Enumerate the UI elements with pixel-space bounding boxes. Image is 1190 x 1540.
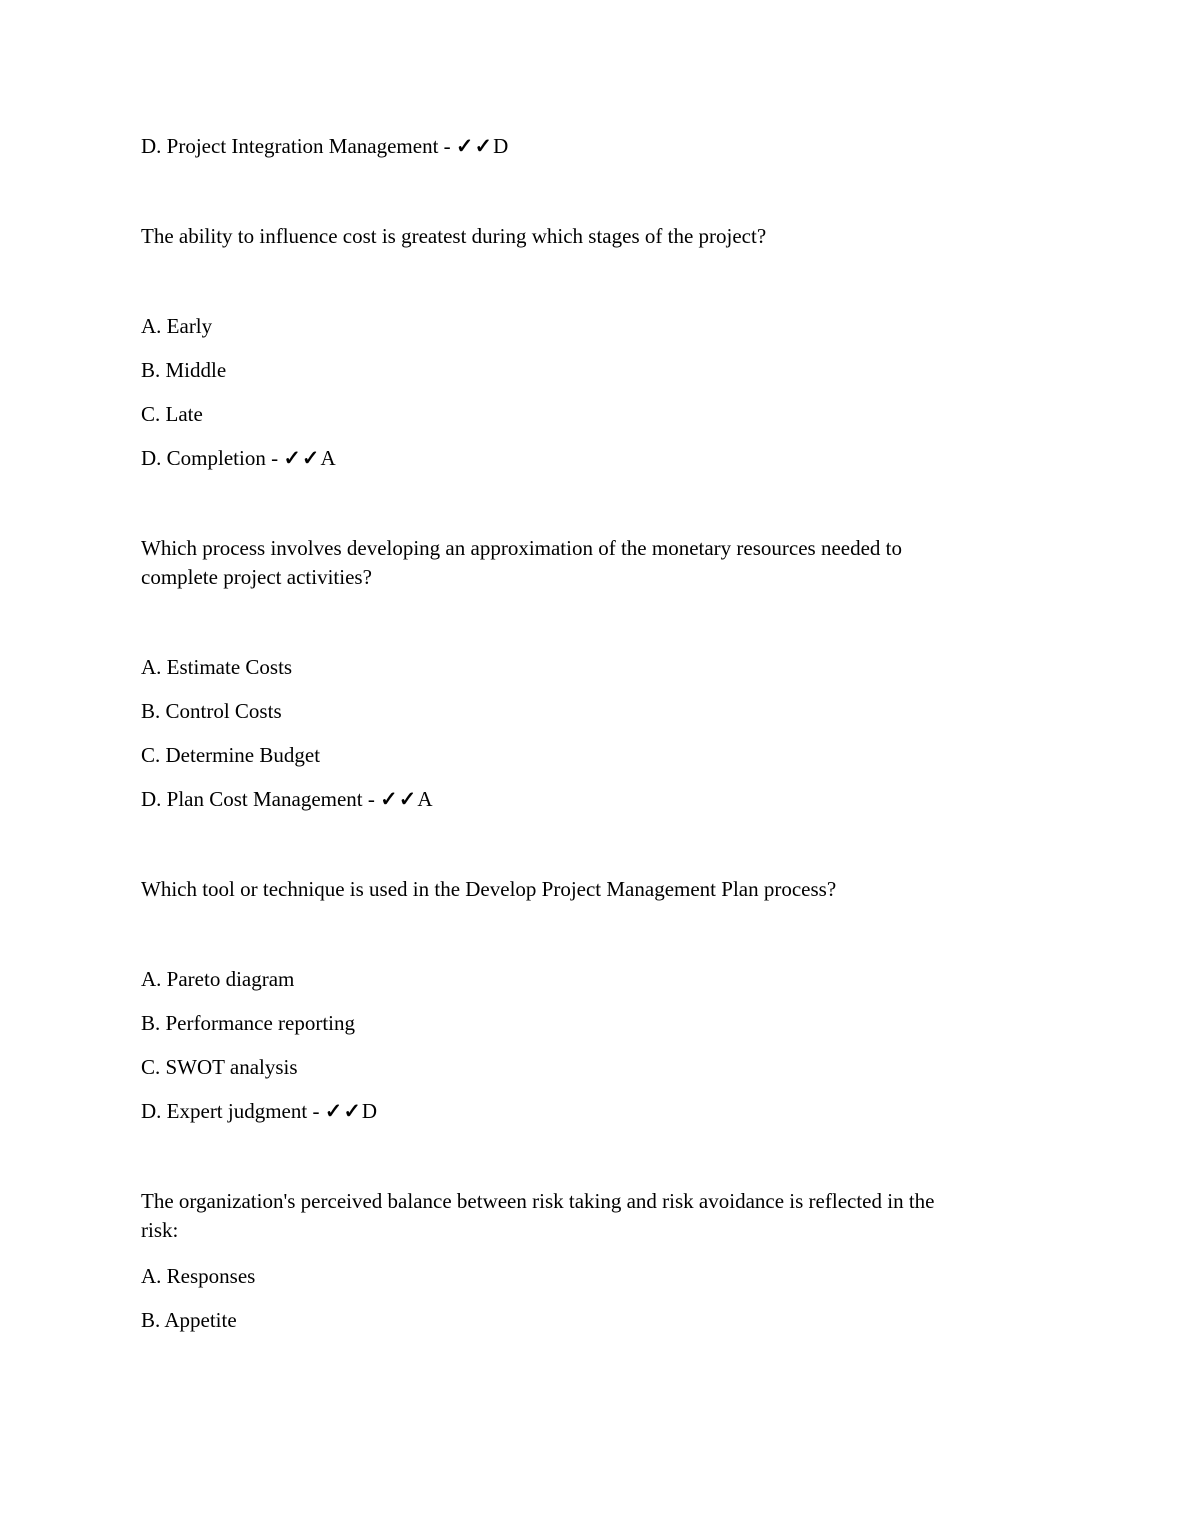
option-text: B. Middle bbox=[141, 358, 227, 382]
answer-option-line bbox=[141, 400, 1046, 429]
double-checkmark-icon: ✓✓ bbox=[455, 134, 494, 158]
answer-option-line bbox=[141, 444, 1046, 473]
correct-answer-letter: A bbox=[417, 787, 433, 811]
option-text: A. Early bbox=[141, 314, 213, 338]
answer-option-line bbox=[141, 356, 1046, 385]
question-line: complete project activities? bbox=[141, 565, 372, 589]
question-line: risk: bbox=[141, 1218, 179, 1242]
correct-answer-letter: D bbox=[493, 134, 509, 158]
answer-option-line bbox=[141, 741, 1046, 770]
question-line: Which process involves developing an approximation of the monetary resources needed to bbox=[141, 536, 903, 560]
double-checkmark-icon: ✓✓ bbox=[324, 1099, 362, 1123]
answer-option-line bbox=[141, 1009, 1046, 1038]
answer-option-line bbox=[141, 785, 1046, 814]
option-text: A. Estimate Costs bbox=[141, 655, 293, 679]
question-text bbox=[141, 534, 1046, 592]
correct-answer-letter: A bbox=[320, 446, 336, 470]
answer-option-line bbox=[141, 1097, 1046, 1126]
option-text: A. Responses bbox=[141, 1264, 256, 1288]
option-text: A. Pareto diagram bbox=[141, 967, 295, 991]
question-line: The ability to influence cost is greatest during which stages of the project? bbox=[141, 224, 767, 248]
option-text: C. Late bbox=[141, 402, 203, 426]
option-text: C. SWOT analysis bbox=[141, 1055, 298, 1079]
answer-option-line bbox=[141, 1306, 1046, 1335]
double-checkmark-icon: ✓✓ bbox=[380, 787, 418, 811]
option-text: D. Completion - bbox=[141, 446, 284, 470]
question-line: The organization's perceived balance between risk taking and risk avoidance is reflected in the bbox=[141, 1189, 935, 1213]
question-text bbox=[141, 222, 1046, 251]
question-text bbox=[141, 1187, 1046, 1245]
option-text: B. Appetite bbox=[141, 1308, 237, 1332]
correct-answer-letter: D bbox=[361, 1099, 378, 1123]
answer-option-line bbox=[141, 312, 1046, 341]
option-text: D. Expert judgment - bbox=[141, 1099, 325, 1123]
option-text: D. Plan Cost Management - bbox=[141, 787, 381, 811]
answer-option-line bbox=[141, 697, 1046, 726]
option-text: D. Project Integration Management - bbox=[141, 134, 456, 158]
question-line: Which tool or technique is used in the Develop Project Management Plan process? bbox=[141, 877, 837, 901]
option-text: C. Determine Budget bbox=[141, 743, 321, 767]
option-text: B. Performance reporting bbox=[141, 1011, 356, 1035]
question-text bbox=[141, 875, 1046, 904]
answer-option-line bbox=[141, 132, 1046, 161]
answer-option-line bbox=[141, 653, 1046, 682]
double-checkmark-icon: ✓✓ bbox=[283, 446, 321, 470]
answer-option-line bbox=[141, 965, 1046, 994]
answer-option-line bbox=[141, 1262, 1046, 1291]
option-text: B. Control Costs bbox=[141, 699, 282, 723]
answer-option-line bbox=[141, 1053, 1046, 1082]
